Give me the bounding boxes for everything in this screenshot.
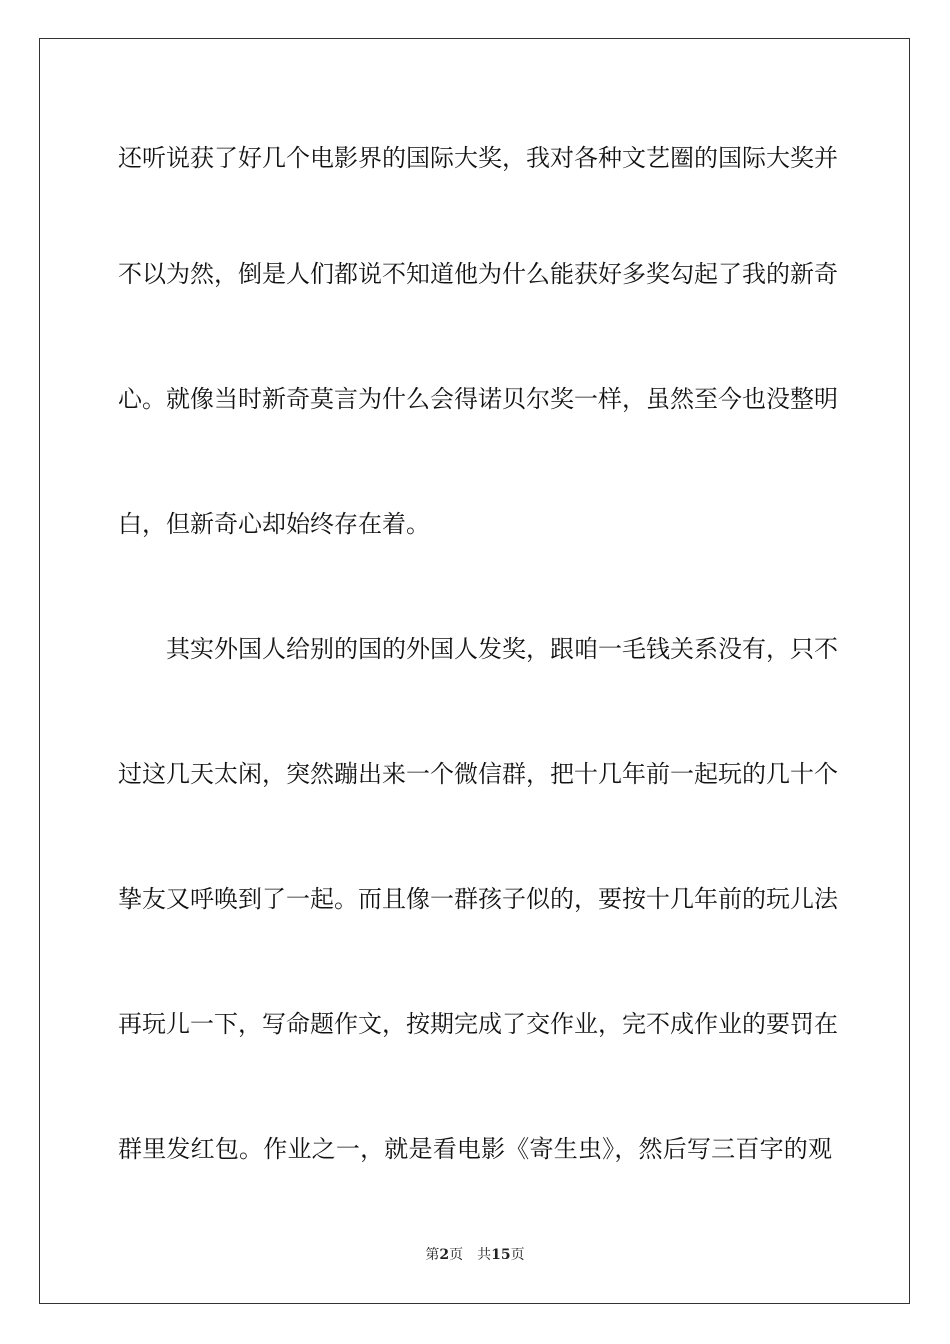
paragraph-line-1: 还听说获了好几个电影界的国际大奖，我对各种文艺圈的国际大奖并 [118,144,838,172]
paragraph-line-6: 过这几天太闲，突然蹦出来一个微信群，把十几年前一起玩的几十个 [118,760,838,788]
total-prefix: 共 [477,1247,492,1263]
paragraph-line-3: 心。就像当时新奇莫言为什么会得诺贝尔奖一样，虽然至今也没整明 [118,385,838,413]
paragraph-line-9: 群里发红包。作业之一，就是看电影《寄生虫》，然后写三百字的观 [118,1135,832,1163]
page-border [39,38,910,1304]
total-suffix: 页 [510,1247,525,1263]
paragraph-line-4: 白，但新奇心却始终存在着。 [118,510,430,538]
page-prefix: 第 [425,1247,440,1263]
paragraph-line-7: 挚友又呼唤到了一起。而且像一群孩子似的，要按十几年前的玩儿法 [118,885,838,913]
paragraph-line-8: 再玩儿一下，写命题作文，按期完成了交作业，完不成作业的要罚在 [118,1010,838,1038]
paragraph-line-2: 不以为然，倒是人们都说不知道他为什么能获好多奖勾起了我的新奇 [118,260,838,288]
paragraph-line-5: 其实外国人给别的国的外国人发奖，跟咱一毛钱关系没有，只不 [166,635,838,663]
page-footer [0,1246,950,1264]
page-suffix: 页 [449,1247,464,1263]
total-pages-number: 15 [491,1247,511,1263]
current-page-number: 2 [439,1247,450,1263]
